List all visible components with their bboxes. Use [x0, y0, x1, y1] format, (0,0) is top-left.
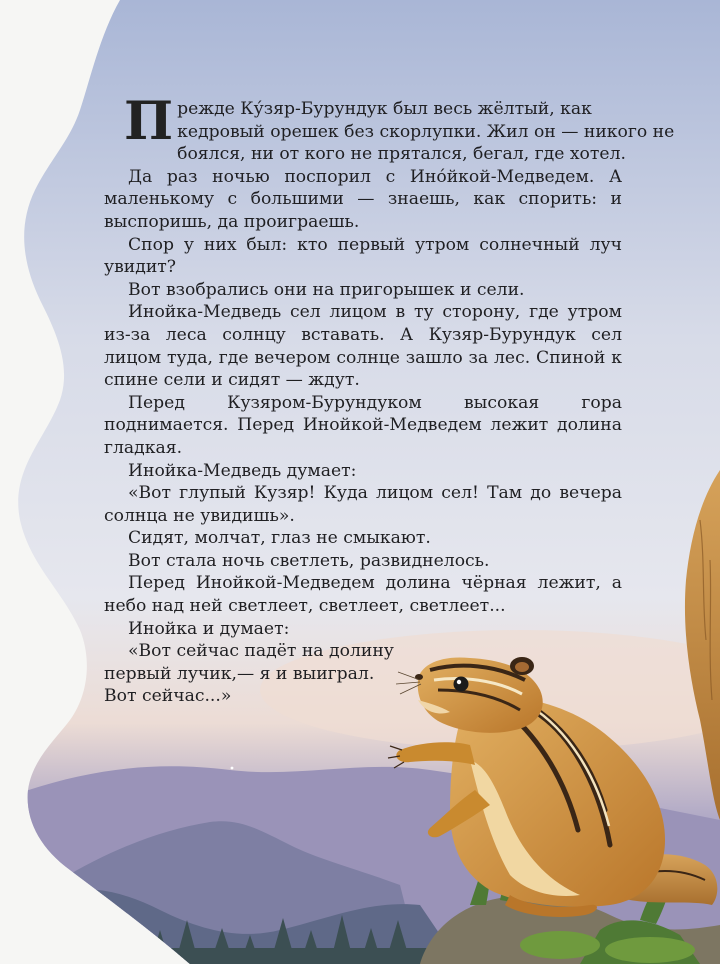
story-paragraph: «Вот глупый Кузяр! Куда лицом сел! Там до вечера солнца не увидишь».	[104, 483, 622, 526]
story-line: кедровый орешек без скорлупки. Жил он — никого не	[177, 121, 675, 142]
drop-cap: П	[124, 91, 174, 152]
story-line: Вот сейчас...»	[104, 686, 232, 707]
story-paragraph: Да раз ночью поспорил с Ино́йкой-Медведем. А маленькому с большими — знаешь, как спорить: и выспоришь, да проиграешь.	[104, 166, 622, 232]
story-paragraph: Инойка-Медведь сел лицом в ту сторону, где утром из-за леса солнцу вставать. А Кузяр-Бурундук сел лицом туда, где вечером солнце зашло за лес. Спиной к спине сели и сидят — ждут.	[104, 302, 622, 391]
story-paragraph: Вот стала ночь светлеть, развиднелось.	[128, 550, 490, 571]
story-paragraph: Вот взобрались они на пригорышек и сели.	[128, 279, 525, 300]
story-paragraph-last	[104, 640, 622, 708]
story-line: режде Ку́зяр-Бурундук был весь жёлтый, как	[177, 99, 592, 119]
story-paragraph-first	[104, 91, 675, 166]
story-line: первый лучик,— я и выиграл.	[104, 663, 375, 684]
story-paragraph: Сидят, молчат, глаз не смыкают.	[128, 528, 431, 549]
story-paragraph: Перед Кузяром-Бурундуком высокая гора поднимается. Перед Инойкой-Медведем лежит долина гладкая.	[104, 392, 622, 458]
story-text	[104, 91, 675, 708]
story-paragraph: Спор у них был: кто первый утром солнечный луч увидит?	[104, 234, 622, 278]
story-paragraph: Перед Инойкой-Медведем долина чёрная лежит, а небо над ней светлеет, светлеет, светлеет...	[104, 573, 622, 617]
story-line: «Вот сейчас падёт на долину	[128, 641, 394, 662]
story-paragraph: Инойка и думает:	[128, 618, 290, 639]
story-paragraph: Инойка-Медведь думает:	[128, 460, 357, 481]
story-line: боялся, ни от кого не прятался, бегал, где хотел.	[177, 144, 626, 165]
